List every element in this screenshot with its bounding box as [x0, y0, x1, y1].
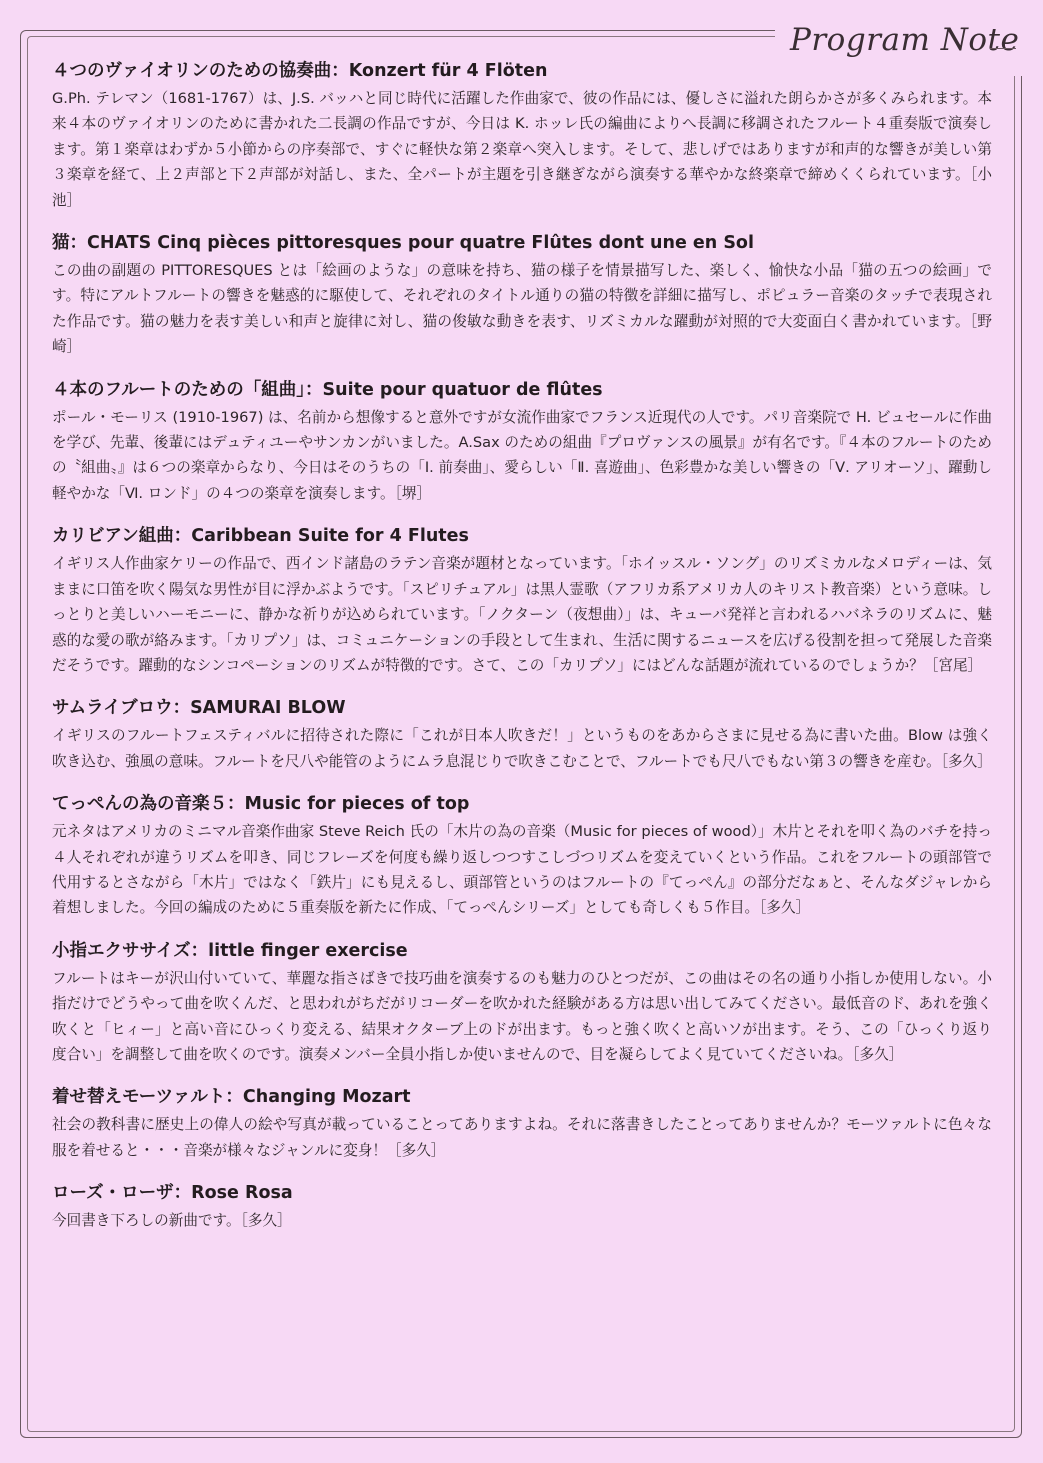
- section-heading: 猫：CHATS Cinq pièces pittoresques pour quatre Flûtes dont une en Sol: [52, 233, 754, 254]
- section-body: イギリス人作曲家ケリーの作品で、西インド諸島のラテン音楽が題材となっています。「ホイッスル・ソング」のリズミカルなメロディーは、気ままに口笛を吹く陽気な男性が目に浮かぶようです。「スピリチュアル」は黒人霊歌（アフリカ系アメリカ人のキリスト教音楽）という意味。しっとりと美しいハーモニーに、静かな祈りが込められています。「ノクターン（夜想曲）」は、キューバ発祥と言われるハバネラのリズムに、魅惑的な愛の歌が絡みます。「カリプソ」は、コミュニケーションの手段として生まれ、生活に関するニュースを広げる役割を担って発展した音楽だそうです。躍動的なシンコペーションのリズムが特徴的です。さて、この「カリプソ」にはどんな話題が流れているのでしょうか？［宮尾］: [52, 555, 992, 674]
- note-section-little-finger: [52, 938, 992, 1068]
- section-body: 元ネタはアメリカのミニマル音楽作曲家 Steve Reich 氏の「木片の為の音楽（Music for pieces of wood）」木片とそれを叩く為のバチを持っ４人それぞれが違うリズムを叩き、同じフレーズを何度も繰り返しつつすこしづつリズムを変えていくという作品。これをフルートの頭部管で代用するとさながら「木片」ではなく「鉄片」にも見えるし、頭部管というのはフルートの『てっぺん』の部分だなぁと、そんなダジャレから着想しました。今回の編成のために５重奏版を新たに作成、「てっぺんシリーズ」としても奇しくも５作目。［多久］: [52, 823, 992, 917]
- section-body: ポール・モーリス (1910-1967) は、名前から想像すると意外ですが女流作曲家でフランス近現代の人です。パリ音楽院で H. ビュセールに作曲を学び、先輩、後輩にはデュティユーやサンカンがいました。A.Sax のための組曲『プロヴァンスの風景』が有名です。『４本のフルートのための〝組曲〟』は６つの楽章からなり、今日はそのうちの「Ⅰ. 前奏曲」、愛らしい「Ⅱ. 喜遊曲」、色彩豊かな美しい響きの「Ⅴ. アリオーソ」、躍動し軽やかな「Ⅵ. ロンド」の４つの楽章を演奏します。［堺］: [52, 408, 992, 502]
- section-heading: サムライブロウ：SAMURAI BLOW: [52, 698, 346, 719]
- title-rule: [990, 48, 1016, 49]
- note-section-caribbean: [52, 523, 992, 678]
- section-heading: 小指エクササイズ：little finger exercise: [52, 940, 408, 961]
- section-heading: ローズ・ローザ：Rose Rosa: [52, 1183, 293, 1204]
- section-body: G.Ph. テレマン（1681-1767）は、J.S. バッハと同じ時代に活躍した作曲家で、彼の作品には、優しさに溢れた朗らかさが多くみられます。本来４本のヴァイオリンのために書かれた二長調の作品ですが、今日は K. ホッレ氏の編曲によりへ長調に移調されたフルート４重奏版で演奏します。第１楽章はわずか５小節からの序奏部で、すぐに軽快な第２楽章へ突入します。そして、悲しげではありますが和声的な響きが美しい第３楽章を経て、上２声部と下２声部が対話し、また、全パートが主題を引き継ぎながら演奏する華やかな終楽章で締めくくられています。［小池］: [52, 90, 992, 209]
- section-heading: てっぺんの為の音楽５：Music for pieces of top: [52, 794, 470, 815]
- section-body: 社会の教科書に歴史上の偉人の絵や写真が載っていることってありますよね。それに落書きしたことってありませんか？モーツァルトに色々な服を着せると・・・音楽が様々なジャンルに変身！［多久］: [52, 1116, 992, 1159]
- page-title: Program Note: [790, 22, 1020, 58]
- note-section-rose-rosa: [52, 1180, 992, 1233]
- section-body: 今回書き下ろしの新曲です。［多久］: [52, 1212, 292, 1230]
- section-heading: カリビアン組曲：Caribbean Suite for 4 Flutes: [52, 526, 469, 547]
- section-heading: ４つのヴァイオリンのための協奏曲：Konzert für 4 Flöten: [52, 61, 548, 81]
- section-body: イギリスのフルートフェスティバルに招待された際に「これが日本人吹きだ！」というものをあからさまに見せる為に書いた曲。Blow は強く吹き込む、強風の意味。フルートを尺八や能管のようにムラ息混じりで吹きこむことで、フルートでも尺八でもない第３の響きを産む。［多久］: [52, 727, 992, 770]
- note-section-changing-mozart: [52, 1084, 992, 1163]
- section-body: フルートはキーが沢山付いていて、華麗な指さばきで技巧曲を演奏するのも魅力のひとつだが、この曲はその名の通り小指しか使用しない。小指だけでどうやって曲を吹くんだ、と思われがちだがリコーダーを吹かれた経験がある方は思い出してみてください。最低音のド、あれを強く吹くと「ヒィー」と高い音にひっくり変える、結果オクターブ上のドが出ます。もっと強く吹くと高いソが出ます。そう、この「ひっくり返り度合い」を調整して曲を吹くのです。演奏メンバー全員小指しか使いませんので、目を凝らしてよく見ていてくださいね。［多久］: [52, 969, 992, 1063]
- note-section-suite: [52, 377, 992, 507]
- note-section-telemann: [52, 58, 992, 213]
- note-section-chats: [52, 230, 992, 360]
- note-section-music-for-top: [52, 791, 992, 921]
- program-notes: [52, 58, 992, 1251]
- note-section-samurai-blow: [52, 695, 992, 774]
- section-heading: 着せ替えモーツァルト：Changing Mozart: [52, 1087, 411, 1108]
- section-heading: ４本のフルートのための「組曲」：Suite pour quatuor de flûtes: [52, 379, 603, 400]
- section-body: この曲の副題の PITTORESQUES とは「絵画のような」の意味を持ち、猫の様子を情景描写した、楽しく、愉快な小品「猫の五つの絵画」です。特にアルトフルートの響きを魅惑的に駆使して、それぞれのタイトル通りの猫の特徴を詳細に描写し、ポピュラー音楽のタッチで表現された作品です。猫の魅力を表す美しい和声と旋律に対し、猫の俊敏な動きを表す、リズミカルな躍動が対照的で大変面白く書かれています。［野崎］: [52, 262, 992, 356]
